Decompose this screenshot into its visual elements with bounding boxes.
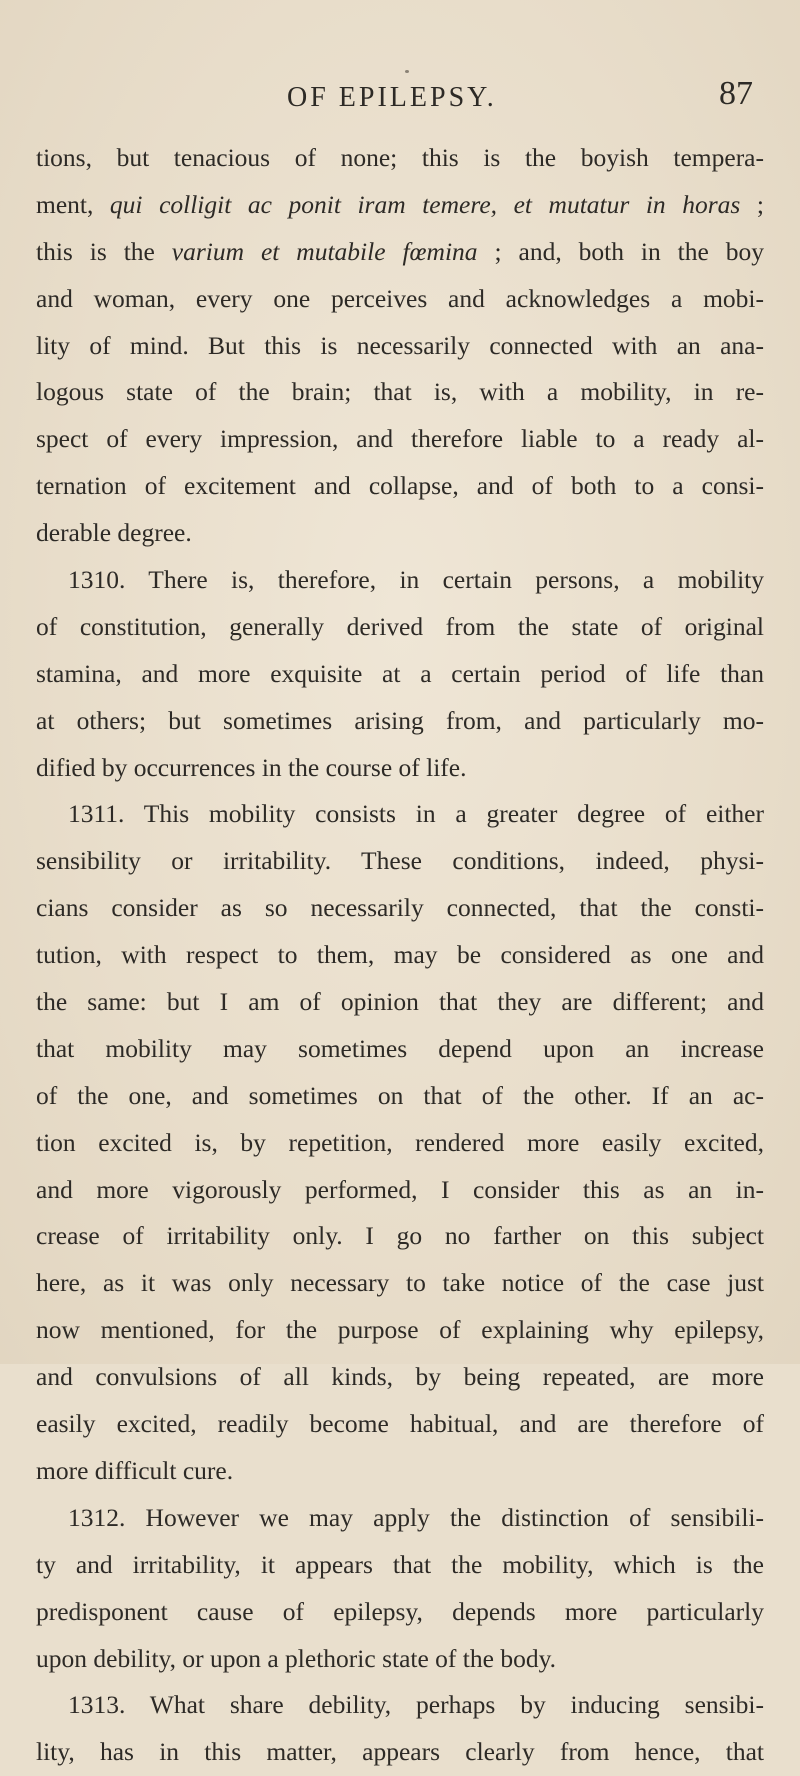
paragraph-1310-start: 1310. There is, therefore, in certain persons, a mobility (68, 565, 764, 595)
text-line: derable degree. (36, 518, 192, 548)
text-line: easily excited, readily become habitual, and are therefore of (36, 1409, 764, 1439)
latin-quote: varium et mutabile fœmina (171, 236, 478, 266)
text-fragment: ment, (36, 189, 110, 219)
text-line: tution, with respect to them, may be considered as one and (36, 940, 764, 970)
text-line: predisponent cause of epilepsy, depends more particularly (36, 1596, 764, 1626)
text-line: and woman, every one perceives and acknowledges a mobi- (36, 283, 764, 313)
text-fragment: ; (740, 189, 764, 219)
text-line: the same: but I am of opinion that they are different; and (36, 987, 764, 1017)
body-text (36, 135, 764, 1776)
text-fragment: ; and, both in the boy (477, 236, 764, 266)
text-line: tion excited is, by repetition, rendered more easily excited, (36, 1127, 764, 1157)
text-line: that mobility may sometimes depend upon an increase (36, 1033, 764, 1063)
text-line: crease of irritability only. I go no farther on this subject (36, 1221, 764, 1251)
text-line: spect of every impression, and therefore liable to a ready al- (36, 424, 764, 454)
text-line (36, 182, 764, 229)
text-line: and more vigorously performed, I consider this as an in- (36, 1174, 764, 1204)
text-line: at others; but sometimes arising from, and particularly mo- (36, 705, 764, 735)
paragraph-1311-start: 1311. This mobility consists in a greater degree of either (68, 799, 764, 829)
text-line: dified by occurrences in the course of life. (36, 752, 467, 782)
text-line: stamina, and more exquisite at a certain period of life than (36, 658, 764, 688)
text-line: logous state of the brain; that is, with a mobility, in re- (36, 377, 764, 407)
text-line: more difficult cure. (36, 1455, 234, 1485)
text-line: and convulsions of all kinds, by being repeated, are more (36, 1362, 764, 1392)
paragraph-1312-start: 1312. However we may apply the distinction of sensibili- (68, 1502, 764, 1532)
text-line: cians consider as so necessarily connected, that the consti- (36, 893, 764, 923)
page-number: 87 (719, 75, 753, 112)
text-line: tions, but tenacious of none; this is the boyish tempera- (36, 143, 764, 172)
text-line: here, as it was only necessary to take notice of the case just (36, 1268, 764, 1298)
latin-quote: qui colligit ac ponit iram temere, et mutatur in horas (109, 189, 741, 219)
text-line: of constitution, generally derived from the state of original (36, 611, 764, 641)
paragraph-1313-start: 1313. What share debility, perhaps by inducing sensibi- (68, 1690, 764, 1720)
text-line: sensibility or irritability. These conditions, indeed, physi- (36, 846, 764, 876)
text-line: lity of mind. But this is necessarily connected with an ana- (36, 330, 764, 360)
ink-speck (405, 70, 409, 73)
text-line: ternation of excitement and collapse, and of both to a consi- (36, 471, 764, 501)
text-line: of the one, and sometimes on that of the other. If an ac- (36, 1080, 764, 1110)
page-header (0, 75, 800, 118)
running-head: OF EPILEPSY. (287, 82, 497, 113)
text-line: now mentioned, for the purpose of explaining why epilepsy, (36, 1315, 764, 1345)
text-line: ty and irritability, it appears that the mobility, which is the (36, 1549, 764, 1579)
text-fragment: this is the (36, 236, 172, 266)
text-line: upon debility, or upon a plethoric state of the body. (36, 1643, 557, 1673)
text-line: lity, has in this matter, appears clearly from hence, that (36, 1737, 764, 1767)
text-line (36, 229, 764, 276)
